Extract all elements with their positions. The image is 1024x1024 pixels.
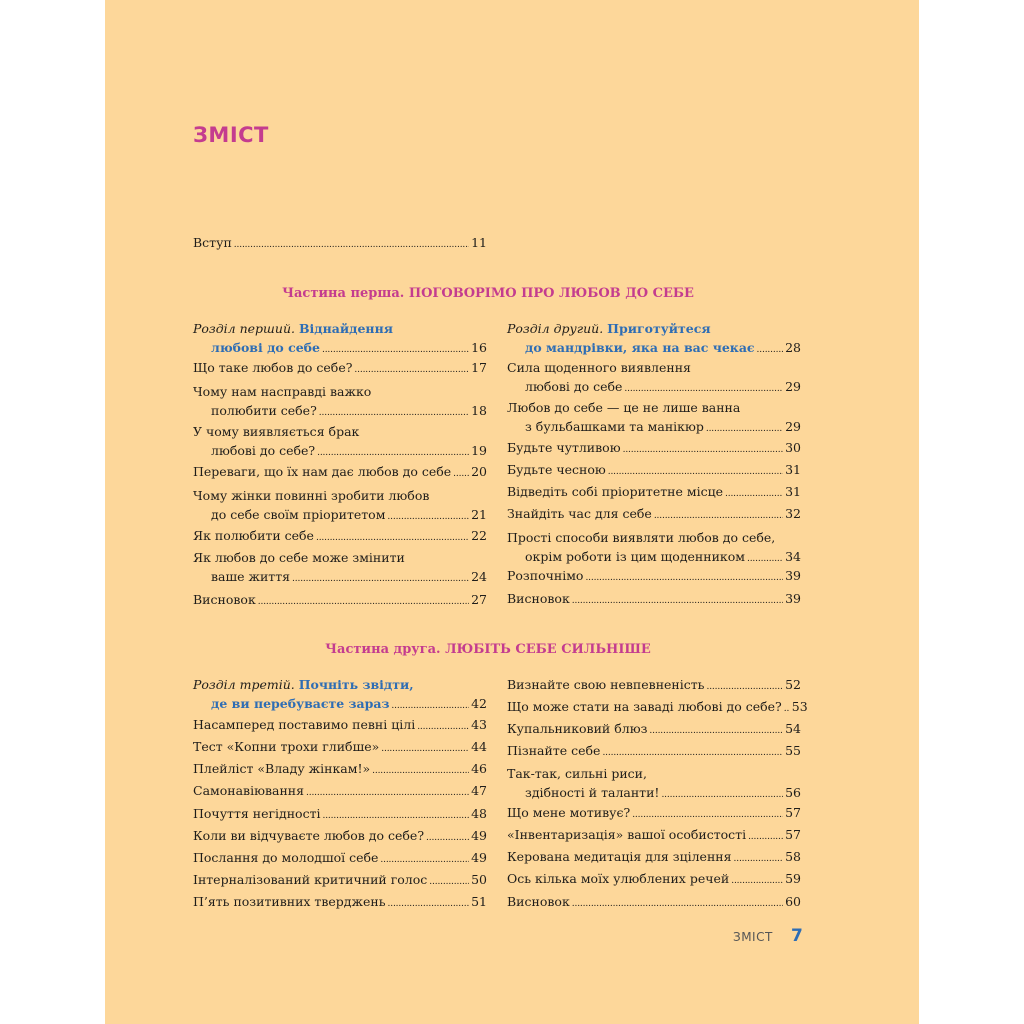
toc-page-number: 31 bbox=[785, 484, 801, 499]
dot-leader bbox=[706, 417, 783, 439]
toc-entry-text: Купальниковий блюз bbox=[507, 721, 648, 736]
dot-leader bbox=[623, 438, 784, 460]
dot-leader bbox=[654, 504, 783, 526]
dot-leader bbox=[388, 892, 470, 914]
toc-entry-text: Так-так, сильні риси, bbox=[507, 766, 647, 781]
toc-entry bbox=[507, 719, 801, 741]
toc-entry-text: з бульбашками та манікюр bbox=[525, 419, 704, 434]
dot-leader bbox=[372, 759, 469, 781]
toc-entry-text: Коли ви відчуваєте любов до себе? bbox=[193, 828, 425, 843]
chapter-title: Віднайдення bbox=[298, 321, 393, 336]
toc-entry bbox=[193, 870, 487, 892]
toc-page-number: 22 bbox=[471, 528, 487, 543]
toc-entry-text: ваше життя bbox=[211, 569, 291, 584]
toc-page-number: 48 bbox=[471, 806, 487, 821]
dot-leader bbox=[725, 482, 783, 504]
dot-leader bbox=[632, 803, 783, 825]
dot-leader bbox=[453, 462, 469, 484]
toc-page-number: 51 bbox=[471, 894, 487, 909]
part-label: Частина перша. bbox=[282, 286, 405, 301]
toc-page-number: 21 bbox=[471, 507, 487, 522]
toc-entry-text: Насамперед поставимо певні цілі bbox=[193, 717, 416, 732]
toc-entry-text: Тест «Копни трохи глибше» bbox=[193, 739, 380, 754]
toc-entry-text: Як полюбити себе bbox=[193, 528, 314, 543]
dot-leader bbox=[757, 338, 784, 360]
toc-entry bbox=[507, 741, 801, 763]
chapter-label: Розділ другий. bbox=[507, 321, 604, 336]
toc-entry-text: Чому жінки повинні зробити любов bbox=[193, 488, 430, 503]
toc-entry bbox=[193, 486, 487, 527]
toc-page-number: 20 bbox=[471, 464, 487, 479]
toc-entry bbox=[507, 566, 801, 588]
dot-leader bbox=[391, 694, 469, 716]
dot-leader bbox=[319, 401, 469, 423]
toc-entry-text: Відведіть собі пріоритетне місце bbox=[507, 484, 724, 499]
toc-entry bbox=[507, 358, 801, 399]
toc-page-number: 49 bbox=[471, 828, 487, 843]
dot-leader bbox=[661, 783, 783, 805]
dot-leader bbox=[784, 697, 790, 719]
toc-chapter-heading bbox=[193, 319, 487, 360]
toc-page-number: 60 bbox=[785, 894, 801, 909]
dot-leader bbox=[317, 441, 469, 463]
toc-entry bbox=[193, 759, 487, 781]
chapter-title: Приготуйтеся bbox=[607, 321, 711, 336]
page-number: 7 bbox=[791, 926, 803, 946]
toc-page-number: 50 bbox=[471, 872, 487, 887]
toc-chapter-heading bbox=[193, 675, 487, 716]
toc-entry bbox=[193, 848, 487, 870]
page-title: ЗМІСТ bbox=[193, 123, 269, 147]
part-two-heading bbox=[193, 642, 783, 657]
toc-page-number: 39 bbox=[785, 591, 801, 606]
chapter-title: до мандрівки, яка на вас чекає bbox=[525, 340, 755, 355]
toc-page-number: 59 bbox=[785, 871, 801, 886]
toc-entry-text: Розпочнімо bbox=[507, 568, 584, 583]
dot-leader bbox=[322, 804, 469, 826]
chapter-title: Почніть звідти, bbox=[298, 677, 414, 692]
toc-entry-text: Як любов до себе може змінити bbox=[193, 550, 405, 565]
toc-entry-text: П’ять позитивних тверджень bbox=[193, 894, 386, 909]
toc-entry bbox=[507, 764, 801, 805]
toc-page-number: 17 bbox=[471, 360, 487, 375]
toc-entry-text: Що мене мотивує? bbox=[507, 805, 631, 820]
toc-entry-text: окрім роботи із цим щоденником bbox=[525, 549, 745, 564]
toc-page-number: 46 bbox=[471, 761, 487, 776]
toc-entry bbox=[193, 462, 487, 484]
dot-leader bbox=[624, 377, 783, 399]
toc-page-number: 39 bbox=[785, 568, 801, 583]
toc-entry-text: Самонавіювання bbox=[193, 783, 305, 798]
dot-leader bbox=[706, 675, 783, 697]
running-footer-label: ЗМІСТ bbox=[733, 930, 773, 944]
dot-leader bbox=[234, 233, 469, 255]
dot-leader bbox=[731, 869, 783, 891]
toc-entry-text: Прості способи виявляти любов до себе, bbox=[507, 530, 776, 545]
toc-entry bbox=[193, 358, 487, 380]
toc-page-number: 58 bbox=[785, 849, 801, 864]
toc-entry bbox=[507, 803, 801, 825]
toc-entry bbox=[507, 398, 801, 439]
part-one-heading bbox=[193, 286, 783, 301]
toc-entry-text: Почуття негідності bbox=[193, 806, 321, 821]
toc-page-number: 29 bbox=[785, 419, 801, 434]
toc-entry bbox=[507, 869, 801, 891]
toc-entry-text: Ось кілька моїх улюблених речей bbox=[507, 871, 730, 886]
toc-page-number: 44 bbox=[471, 739, 487, 754]
dot-leader bbox=[608, 460, 783, 482]
toc-page-number: 54 bbox=[785, 721, 801, 736]
dot-leader bbox=[602, 741, 783, 763]
toc-entry-text: Висновок bbox=[507, 591, 570, 606]
toc-entry bbox=[193, 590, 487, 612]
toc-entry bbox=[193, 422, 487, 463]
toc-entry bbox=[193, 737, 487, 759]
toc-entry bbox=[507, 847, 801, 869]
chapter-label: Розділ перший. bbox=[193, 321, 295, 336]
part-title: ЛЮБІТЬ СЕБЕ СИЛЬНІШЕ bbox=[445, 642, 651, 657]
toc-page-number: 24 bbox=[471, 569, 487, 584]
toc-page-number: 57 bbox=[785, 827, 801, 842]
toc-entry bbox=[507, 589, 801, 611]
toc-entry bbox=[507, 892, 801, 914]
toc-page-number: 56 bbox=[785, 785, 801, 800]
toc-entry-text: Що таке любов до себе? bbox=[193, 360, 353, 375]
toc-entry-text: Будьте чутливою bbox=[507, 440, 621, 455]
dot-leader bbox=[387, 505, 469, 527]
dot-leader bbox=[734, 847, 784, 869]
toc-entry-text: Висновок bbox=[193, 592, 256, 607]
toc-entry bbox=[507, 825, 801, 847]
toc-page-number: 49 bbox=[471, 850, 487, 865]
toc-page-number: 32 bbox=[785, 506, 801, 521]
toc-entry-text: «Інвентаризація» вашої особистості bbox=[507, 827, 747, 842]
toc-entry bbox=[193, 526, 487, 548]
dot-leader bbox=[316, 526, 469, 548]
dot-leader bbox=[572, 892, 783, 914]
toc-entry bbox=[193, 804, 487, 826]
toc-entry-text: Висновок bbox=[507, 894, 570, 909]
toc-entry bbox=[193, 548, 487, 589]
toc-page-number: 57 bbox=[785, 805, 801, 820]
toc-entry bbox=[507, 697, 808, 719]
toc-entry-text: Переваги, що їх нам дає любов до себе bbox=[193, 464, 452, 479]
dot-leader bbox=[748, 825, 783, 847]
toc-page-number: 16 bbox=[471, 340, 487, 355]
toc-page-number: 27 bbox=[471, 592, 487, 607]
toc-page-number: 55 bbox=[785, 743, 801, 758]
dot-leader bbox=[572, 589, 783, 611]
toc-entry bbox=[507, 460, 801, 482]
toc-page-number: 30 bbox=[785, 440, 801, 455]
toc-entry-intro bbox=[193, 233, 487, 255]
toc-page-number: 53 bbox=[791, 699, 808, 714]
toc-page-number: 18 bbox=[471, 403, 487, 418]
dot-leader bbox=[426, 826, 469, 848]
toc-page-number: 31 bbox=[785, 462, 801, 477]
toc-page-number: 42 bbox=[471, 696, 487, 711]
dot-leader bbox=[585, 566, 783, 588]
toc-entry bbox=[507, 482, 801, 504]
toc-entry bbox=[193, 892, 487, 914]
toc-entry-text: Плейліст «Владу жінкам!» bbox=[193, 761, 371, 776]
dot-leader bbox=[649, 719, 783, 741]
toc-page-number: 52 bbox=[785, 677, 801, 692]
toc-entry-text: Знайдіть час для себе bbox=[507, 506, 652, 521]
dot-leader bbox=[429, 870, 469, 892]
dot-leader bbox=[322, 338, 469, 360]
toc-entry-text: У чому виявляється брак bbox=[193, 424, 360, 439]
toc-entry bbox=[193, 781, 487, 803]
dot-leader bbox=[292, 567, 469, 589]
toc-entry-text: Будьте чесною bbox=[507, 462, 606, 477]
toc-entry-text: Пізнайте себе bbox=[507, 743, 601, 758]
toc-entry-text: Керована медитація для зцілення bbox=[507, 849, 732, 864]
toc-chapter-heading bbox=[507, 319, 801, 360]
toc-page-number: 43 bbox=[471, 717, 487, 732]
chapter-title: де ви перебуваєте зараз bbox=[211, 696, 390, 711]
toc-entry bbox=[507, 675, 801, 697]
toc-entry-text: до себе своїм пріоритетом bbox=[211, 507, 386, 522]
toc-entry-text: Визнайте свою невпевненість bbox=[507, 677, 705, 692]
toc-entry-text: любові до себе? bbox=[211, 443, 316, 458]
dot-leader bbox=[417, 715, 469, 737]
toc-entry bbox=[193, 382, 487, 423]
part-title: ПОГОВОРІМО ПРО ЛЮБОВ ДО СЕБЕ bbox=[408, 286, 694, 301]
toc-entry bbox=[193, 715, 487, 737]
toc-entry bbox=[507, 528, 801, 569]
toc-entry-text: Вступ bbox=[193, 235, 232, 250]
toc-entry-text: Любов до себе — це не лише ванна bbox=[507, 400, 741, 415]
toc-entry-text: Чому нам насправді важко bbox=[193, 384, 372, 399]
toc-entry bbox=[507, 438, 801, 460]
toc-entry bbox=[507, 504, 801, 526]
toc-page-number: 28 bbox=[785, 340, 801, 355]
toc-entry-text: Що може стати на заваді любові до себе? bbox=[507, 699, 782, 714]
toc-entry-text: здібності й таланти! bbox=[525, 785, 660, 800]
toc-entry-text: любові до себе bbox=[525, 379, 623, 394]
toc-entry-text: Сила щоденного виявлення bbox=[507, 360, 691, 375]
dot-leader bbox=[306, 781, 469, 803]
chapter-label: Розділ третій. bbox=[193, 677, 295, 692]
chapter-title: любові до себе bbox=[211, 340, 320, 355]
toc-page-number: 29 bbox=[785, 379, 801, 394]
toc-entry-text: полюбити себе? bbox=[211, 403, 317, 418]
dot-leader bbox=[258, 590, 469, 612]
dot-leader bbox=[381, 737, 469, 759]
dot-leader bbox=[380, 848, 469, 870]
toc-page-number: 47 bbox=[471, 783, 487, 798]
toc-page-number: 11 bbox=[471, 235, 487, 250]
toc-entry-text: Послання до молодшої себе bbox=[193, 850, 379, 865]
dot-leader bbox=[354, 358, 469, 380]
toc-page-number: 34 bbox=[785, 549, 801, 564]
toc-page-number: 19 bbox=[471, 443, 487, 458]
toc-entry-text: Інтерналізований критичний голос bbox=[193, 872, 428, 887]
toc-entry bbox=[193, 826, 487, 848]
part-label: Частина друга. bbox=[325, 642, 441, 657]
